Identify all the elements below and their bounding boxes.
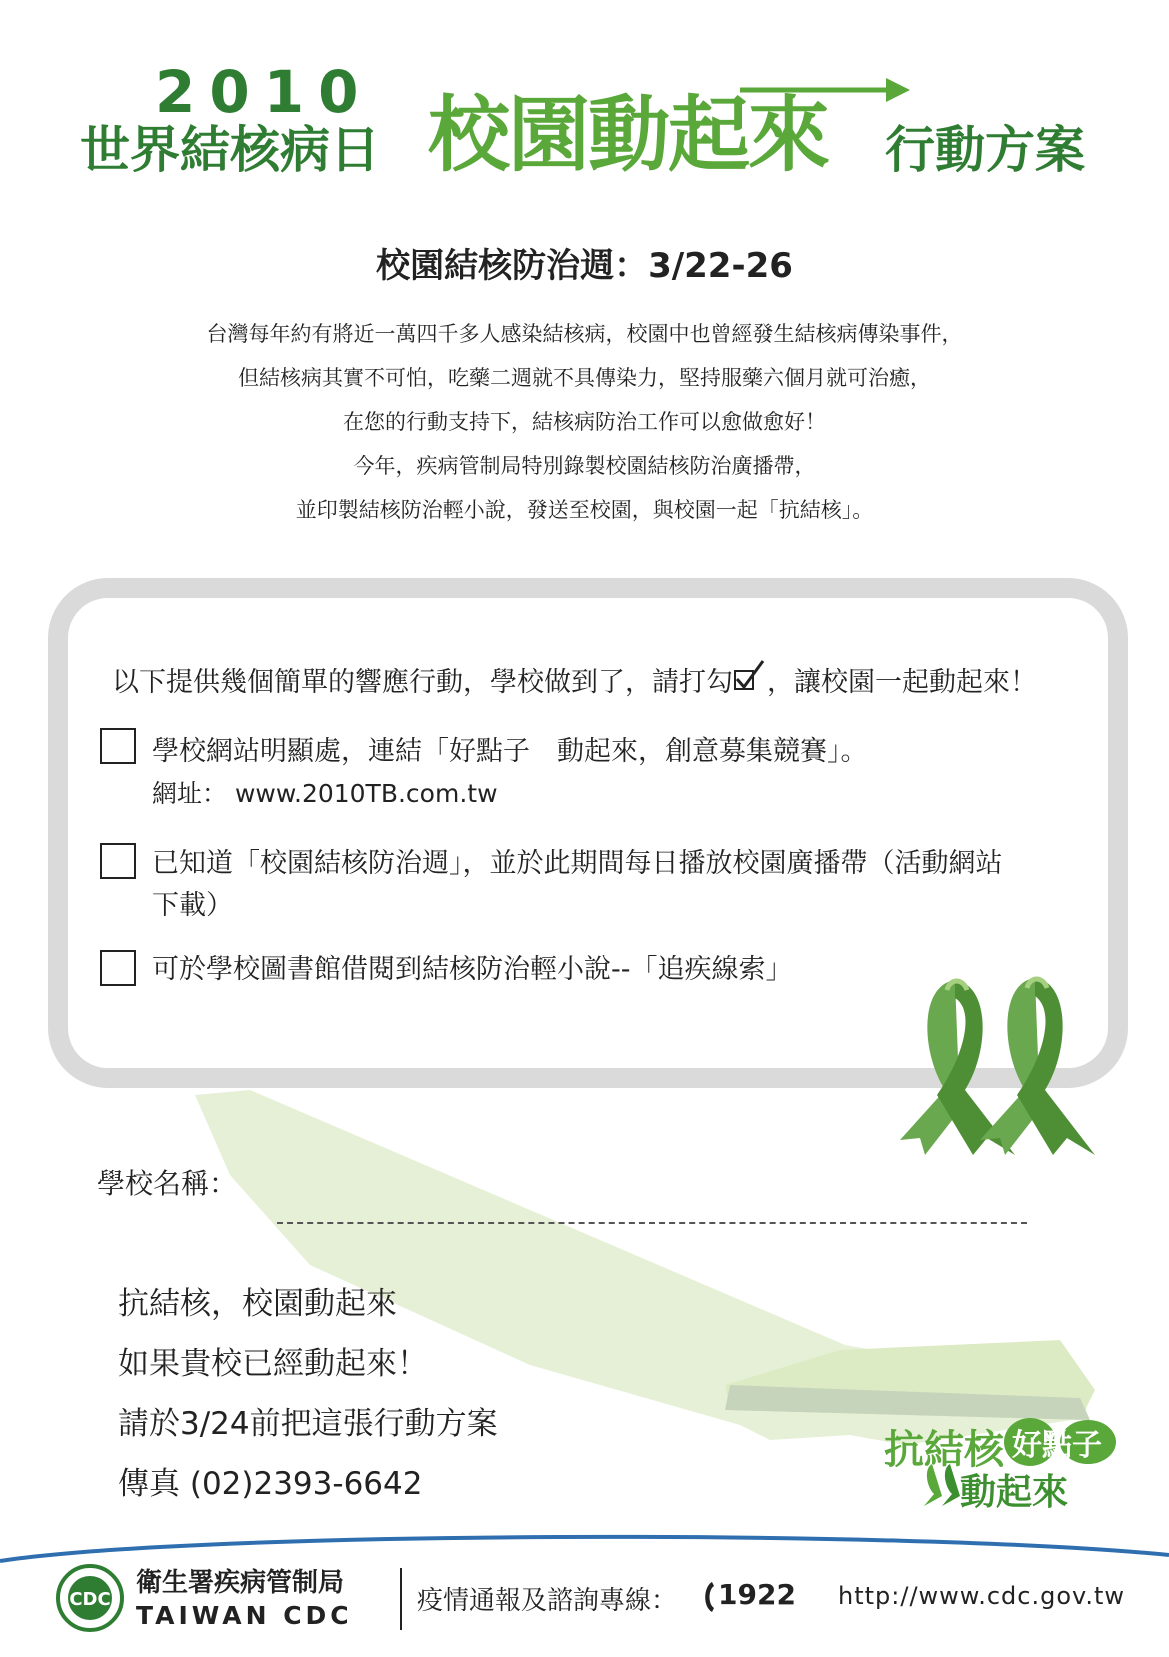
checkbox-broadcast[interactable] xyxy=(100,843,136,879)
checkbox-website-link[interactable] xyxy=(100,728,136,764)
checklist-item-url: 網址： www.2010TB.com.tw xyxy=(152,779,498,808)
intro-line: 台灣每年約有將近一萬四千多人感染結核病，校園中也曾經發生結核病傳染事件， xyxy=(206,322,963,346)
footer-url[interactable]: http://www.cdc.gov.tw xyxy=(838,1582,1126,1610)
title-main: 校園動起來 xyxy=(428,88,829,183)
footer-curve xyxy=(0,1525,1169,1565)
green-ribbon-icon xyxy=(895,970,1115,1180)
checklist-item-text-cont: 下載） xyxy=(152,890,233,921)
footer-agency-name: 衛生署疾病管制局 xyxy=(136,1568,345,1598)
svg-text:CDC: CDC xyxy=(69,1589,111,1610)
title-left: 世界結核病日 xyxy=(80,121,380,179)
subtitle: 校園結核防治週：3/22-26 xyxy=(376,246,793,286)
checklist-lead xyxy=(112,660,1037,699)
footer-hotline-label: 疫情通報及諮詢專線： xyxy=(417,1586,678,1616)
footer-hotline-number: 1922 xyxy=(718,1578,796,1611)
checklist-item-text: 可於學校圖書館借閱到結核防治輕小說--「追疾線索」 xyxy=(152,954,793,985)
checklist-item-text: 已知道「校園結核防治週」，並於此期間每日播放校園廣播帶（活動網站 xyxy=(152,848,1003,879)
closing-line: 抗結核，校園動起來 xyxy=(118,1286,397,1322)
footer-divider xyxy=(400,1568,402,1630)
checkbox-library-novel[interactable] xyxy=(100,950,136,986)
intro-line: 在您的行動支持下，結核病防治工作可以愈做愈好！ xyxy=(343,410,826,434)
phone-icon xyxy=(700,1580,718,1614)
closing-line: 請於3/24前把這張行動方案 xyxy=(118,1406,498,1442)
closing-line: 傳真 (02)2393-6642 xyxy=(118,1466,423,1502)
cdc-logo-icon xyxy=(55,1563,125,1633)
intro-line: 並印製結核防治輕小說，發送至校園，與校園一起「抗結核」。 xyxy=(295,498,874,522)
title-year: 2010 xyxy=(155,58,373,126)
checklist-item-text: 學校網站明顯處，連結「好點子 動起來，創意募集競賽」。 xyxy=(152,736,868,767)
checklist-lead-text-end: ，讓校園一起動起來！ xyxy=(767,667,1037,698)
logo-text-move: 動起來 xyxy=(960,1472,1069,1513)
logo-text-good-idea: 好點子 xyxy=(1012,1428,1102,1463)
intro-line: 但結核病其實不可怕，吃藥二週就不具傳染力，堅持服藥六個月就可治癒， xyxy=(238,366,931,390)
title-arrow-head xyxy=(886,78,910,102)
school-name-label: 學校名稱： xyxy=(97,1167,238,1200)
school-name-field[interactable] xyxy=(277,1222,1027,1224)
title-right: 行動方案 xyxy=(885,121,1085,179)
checklist-lead-text: 以下提供幾個簡單的響應行動，學校做到了，請打勾 xyxy=(112,667,733,698)
check-mark-icon xyxy=(733,665,767,695)
intro-line: 今年，疾病管制局特別錄製校園結核防治廣播帶， xyxy=(353,454,816,478)
footer-agency-en: TAIWAN CDC xyxy=(136,1601,353,1630)
closing-line: 如果貴校已經動起來！ xyxy=(118,1346,428,1382)
logo-text-anti-tb: 抗結核 xyxy=(884,1427,1004,1473)
